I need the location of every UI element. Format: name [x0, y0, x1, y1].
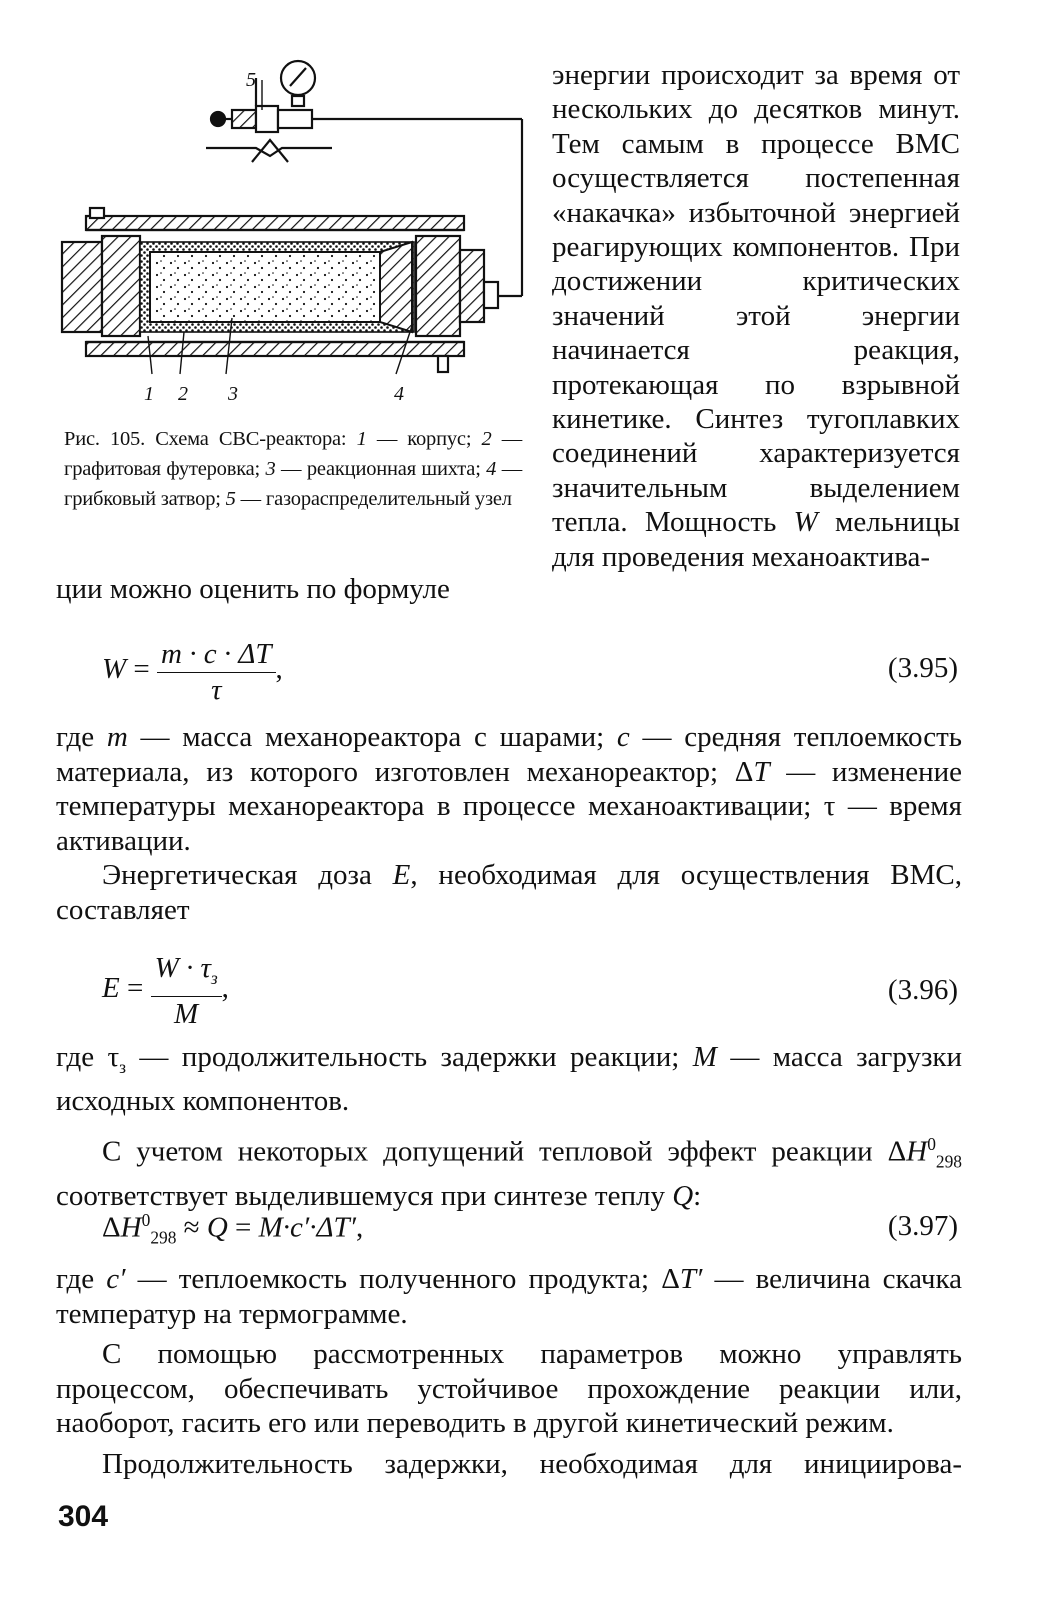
formula-3-95: W = $\frac{m \cdot c \cdot \Delta T}{\tau}$ , (3.95) — [102, 638, 958, 706]
mushroom-shutter — [380, 242, 412, 332]
label-1: 1 — [144, 383, 154, 405]
paragraph: где $\tau_з$ — продолжительность задержки реакции; M — масса загрузки исходных компонентов. — [56, 1041, 963, 1118]
label-4: 4 — [394, 383, 404, 405]
paragraph: Энергетическая доза E, необходимая для осуществления ВМС, составляет — [56, 859, 962, 926]
equation-number: (3.95) — [887, 652, 958, 684]
equation-number: (3.96) — [887, 974, 958, 1006]
label-5: 5 — [246, 69, 256, 91]
right-column-text — [552, 58, 960, 574]
paragraph: С учетом некоторых допущений тепловой эффект реакции $\Delta H^0_{298}$ соответствует выделившемуся при синтезе теплу Q: — [56, 1133, 962, 1213]
body-text — [56, 720, 962, 928]
body-text — [56, 1262, 962, 1482]
body-text — [56, 572, 962, 607]
paragraph: где m — масса механореактора с шарами; c — средняя теплоемкость материала, из которого изготовлен механореактор; ΔT — изменение температуры механореактора в процессе механоактивации; τ — время активации. — [56, 721, 963, 857]
formula-3-96: E = $\frac{W \cdot \tau_з}{M}$ , (3.96) — [102, 952, 958, 1030]
body-text — [56, 1040, 962, 1214]
label-2: 2 — [178, 383, 188, 405]
paragraph: где c′ — теплоемкость полученного продукта; ΔT′ — величина скачка температур на термограмме. — [56, 1263, 962, 1330]
label-3: 3 — [228, 383, 238, 405]
reaction-charge — [150, 252, 380, 322]
page-number: 304 — [58, 1500, 109, 1533]
reactor-figure — [56, 56, 526, 416]
figure-caption: Рис. 105. Схема СВС-реактора: 1 — корпус; 2 — графитовая футеровка; 3 — реакционная шихта; 4 — грибковый затвор; 5 — газораспределительный узел — [64, 428, 523, 510]
reactor-diagram — [56, 56, 526, 416]
equation-number: (3.97) — [887, 1210, 958, 1242]
paragraph: ции можно оценить по формуле — [56, 573, 450, 605]
formula-3-97: $\Delta H^0_{298} \approx Q = M\cdot c'\cdot\Delta T'$, (3.97) — [102, 1210, 958, 1248]
caption-fig-label: Рис. 105. — [64, 428, 146, 450]
paragraph: С помощью рассмотренных параметров можно управлять процессом, обеспечивать устойчивое прохождение реакции или, наоборот, гасить его или переводить в другой кинетический режим. — [56, 1338, 962, 1440]
paragraph: Продолжительность задержки, необходимая для инициирова- — [102, 1447, 962, 1480]
paragraph: энергии происходит за время от нескольких до десятков минут. Тем самым в процессе ВМС осуществляется постепенная «накачка» избыточной энергией реагирующих компонентов. При достижении критических значений этой энергии начинается реакция, протекающая по взрывной кинетике. Синтез тугоплавких соединений характеризуется значительным выделением тепла. Мощность W мельницы для проведения механоактива- — [552, 59, 960, 573]
